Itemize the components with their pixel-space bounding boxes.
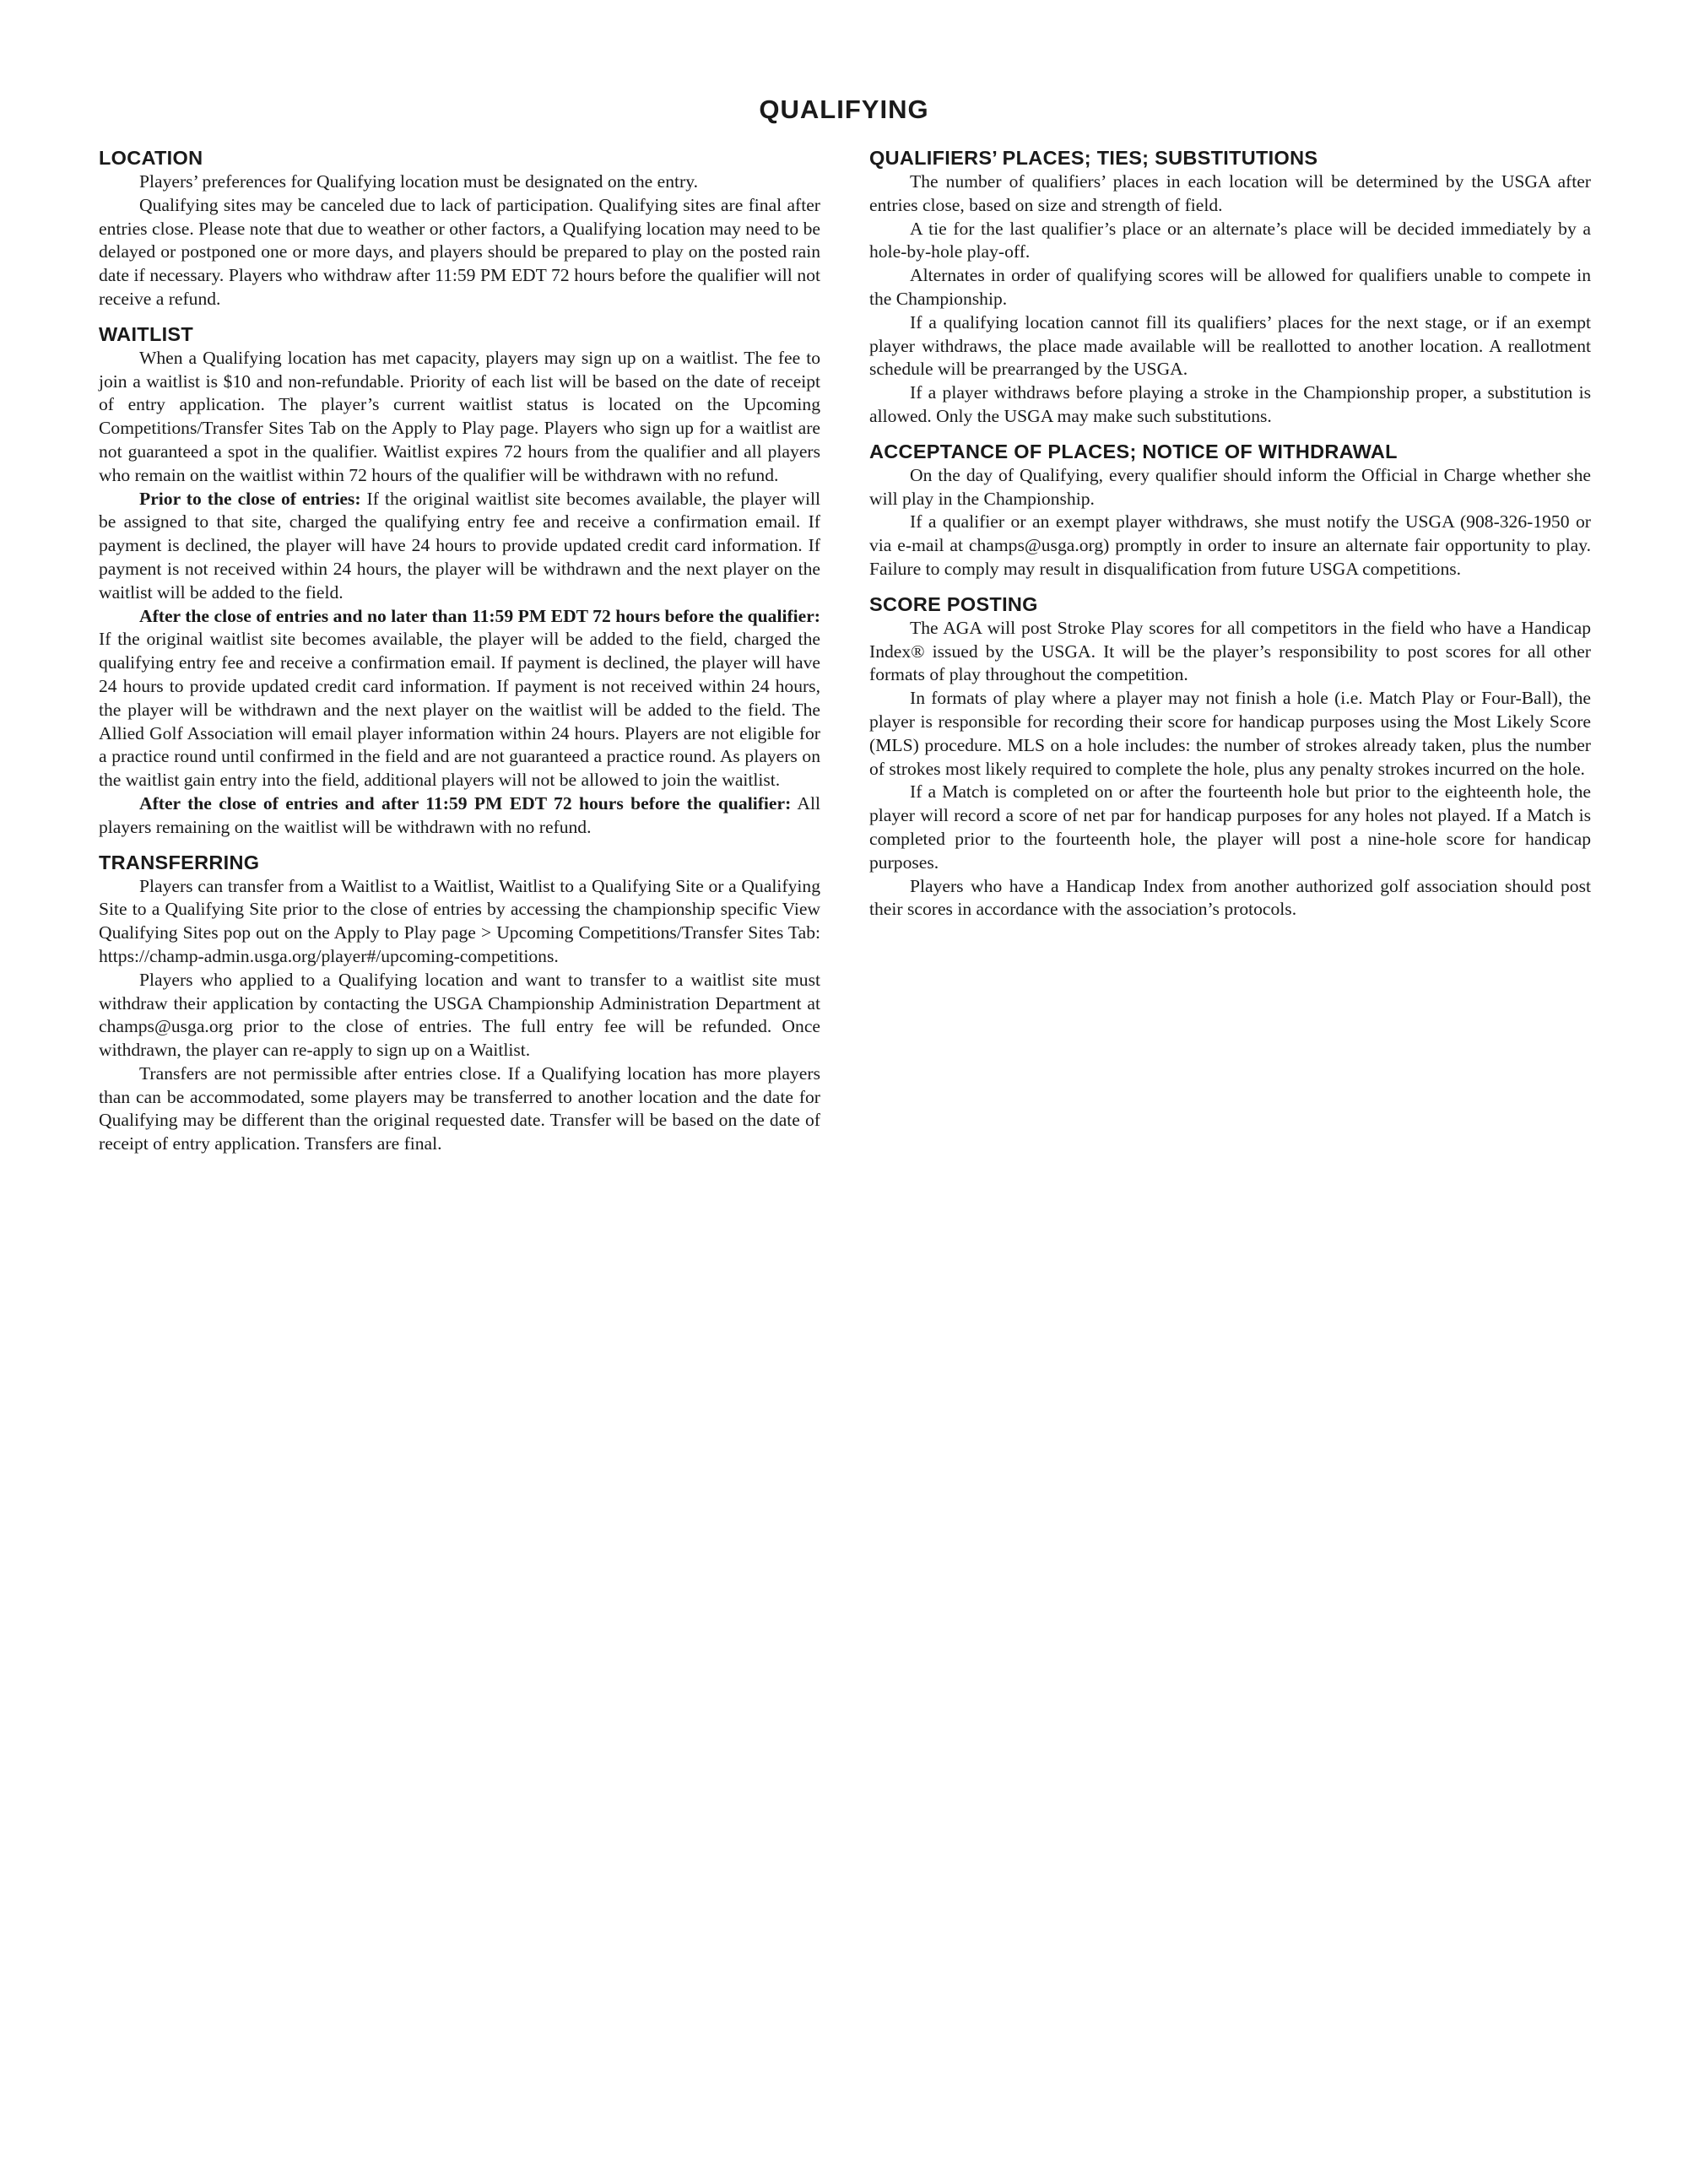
paragraph: Qualifying sites may be canceled due to lack of participation. Qualifying sites are final after entries close. Please note that due to weather or other factors, a Qualifying location may need to be delayed or postponed one or more days, and players should be prepared to play on the posted rain date if necessary. Players who withdraw after 11:59 PM EDT 72 hours before the qualifier will not receive a refund. xyxy=(99,194,820,309)
paragraph-lead: After the close of entries and no later than 11:59 PM EDT 72 hours before the qualifier: xyxy=(139,605,820,626)
paragraph: Players who applied to a Qualifying location and want to transfer to a waitlist site must withdraw their application by contacting the USGA Championship Administration Department at champs@usga.org prior to the close of entries. The full entry fee will be refunded. Once withdrawn, the player can re-apply to sign up on a Waitlist. xyxy=(99,969,820,1061)
page-title: QUALIFYING xyxy=(759,95,929,124)
paragraph: The number of qualifiers’ places in each location will be determined by the USGA after entries close, based on size and strength of field. xyxy=(869,171,1591,215)
paragraph: On the day of Qualifying, every qualifier should inform the Official in Charge whether she will play in the Championship. xyxy=(869,464,1591,509)
paragraph: After the close of entries and no later than 11:59 PM EDT 72 hours before the qualifier: If the original waitlist site becomes available, the player will be added to the field, charged the qualifying entry fee and receive a confirmation email. If payment is declined, the player will have 24 hours to provide updated credit card information. If payment is not received within 24 hours, the player will be withdrawn and the next player on the waitlist will be added to the field. The Allied Golf Association will email player information within 24 hours. Players are not eligible for a practice round until confirmed in the field and are not guaranteed a practice round. As players on the waitlist gain entry into the field, additional players will not be allowed to join the waitlist. xyxy=(99,605,820,791)
section-heading: SCORE POSTING xyxy=(869,592,1038,615)
section-location xyxy=(99,145,820,311)
paragraph-lead: Prior to the close of entries: xyxy=(139,488,361,509)
paragraph: In formats of play where a player may not finish a hole (i.e. Match Play or Four-Ball), the player is responsible for recording their score for handicap purposes using the Most Likely Score (MLS) procedure. MLS on a hole includes: the number of strokes already taken, plus the number of strokes most likely required to complete the hole, plus any penalty strokes incurred on the hole. xyxy=(869,688,1591,779)
paragraph: Players can transfer from a Waitlist to a Waitlist, Waitlist to a Qualifying Site or a Qualifying Site to a Qualifying Site prior to the close of entries by accessing the championship specific View Qualifying Sites pop out on the Apply to Play page > Upcoming Competitions/Transfer Sites Tab: https://champ-admin.usga.org/player#/upcoming-competitions. xyxy=(99,875,820,966)
paragraph: After the close of entries and after 11:59 PM EDT 72 hours before the qualifier: All players remaining on the waitlist will be withdrawn with no refund. xyxy=(99,792,820,837)
paragraph: If a Match is completed on or after the fourteenth hole but prior to the eighteenth hole, the player will record a score of net par for handicap purposes for any holes not played. If a Match is completed prior to the fourteenth hole, the player will post a nine-hole score for handicap purposes. xyxy=(869,781,1591,873)
paragraph: Prior to the close of entries: If the original waitlist site becomes available, the player will be assigned to that site, charged the qualifying entry fee and receive a confirmation email. If payment is declined, the player will have 24 hours to provide updated credit card information. If payment is not received within 24 hours, the player will be withdrawn and the next player on the waitlist will be added to the field. xyxy=(99,488,820,603)
section-transferring xyxy=(99,850,820,1157)
right-column xyxy=(869,145,1591,932)
section-acceptance-of-places xyxy=(869,439,1591,581)
paragraph: A tie for the last qualifier’s place or an alternate’s place will be decided immediately by a hole-by-hole play-off. xyxy=(869,218,1591,262)
paragraph: If a qualifier or an exempt player withdraws, she must notify the USGA (908-326-1950 or via e-mail at champs@usga.org) promptly in order to insure an alternate fair opportunity to play. Failure to comply may result in disqualification from future USGA competitions. xyxy=(869,511,1591,579)
paragraph: When a Qualifying location has met capacity, players may sign up on a waitlist. The fee to join a waitlist is $10 and non-refundable. Priority of each list will be based on the date of receipt of entry application. The player’s current waitlist status is located on the Upcoming Competitions/Transfer Sites Tab on the Apply to Play page. Players who sign up for a waitlist are not guaranteed a spot in the qualifier. Waitlist expires 72 hours from the qualifier and all players who remain on the waitlist within 72 hours of the qualifier will be withdrawn with no refund. xyxy=(99,347,820,485)
section-qualifiers-places xyxy=(869,145,1591,429)
left-column xyxy=(99,145,820,1166)
paragraph: If a qualifying location cannot fill its qualifiers’ places for the next stage, or if an exempt player withdraws, the place made available will be reallotted to another location. A reallotment schedule will be prearranged by the USGA. xyxy=(869,311,1591,380)
section-heading: TRANSFERRING xyxy=(99,851,260,873)
section-waitlist xyxy=(99,322,820,840)
section-heading: QUALIFIERS’ PLACES; TIES; SUBSTITUTIONS xyxy=(869,147,1318,169)
paragraph-lead: After the close of entries and after 11:59 PM EDT 72 hours before the qualifier: xyxy=(139,792,792,814)
section-heading: WAITLIST xyxy=(99,322,194,345)
section-heading: ACCEPTANCE OF PLACES; NOTICE OF WITHDRAWAL xyxy=(869,440,1398,462)
paragraph: The AGA will post Stroke Play scores for all competitors in the field who have a Handicap Index® issued by the USGA. It will be the player’s responsibility to post scores for all other formats of play throughout the competition. xyxy=(869,617,1591,685)
section-score-posting xyxy=(869,592,1591,922)
paragraph: Players who have a Handicap Index from another authorized golf association should post their scores in accordance with the association’s protocols. xyxy=(869,875,1591,920)
paragraph: Players’ preferences for Qualifying location must be designated on the entry. xyxy=(139,171,698,192)
section-heading: LOCATION xyxy=(99,147,203,169)
paragraph: Alternates in order of qualifying scores will be allowed for qualifiers unable to compete in the Championship. xyxy=(869,265,1591,309)
paragraph: Transfers are not permissible after entries close. If a Qualifying location has more players than can be accommodated, some players may be transferred to another location and the date for Qualifying may be different than the original requested date. Transfer will be based on the date of receipt of entry application. Transfers are final. xyxy=(99,1062,820,1154)
paragraph: If a player withdraws before playing a stroke in the Championship proper, a substitution is allowed. Only the USGA may make such substitutions. xyxy=(869,382,1591,426)
